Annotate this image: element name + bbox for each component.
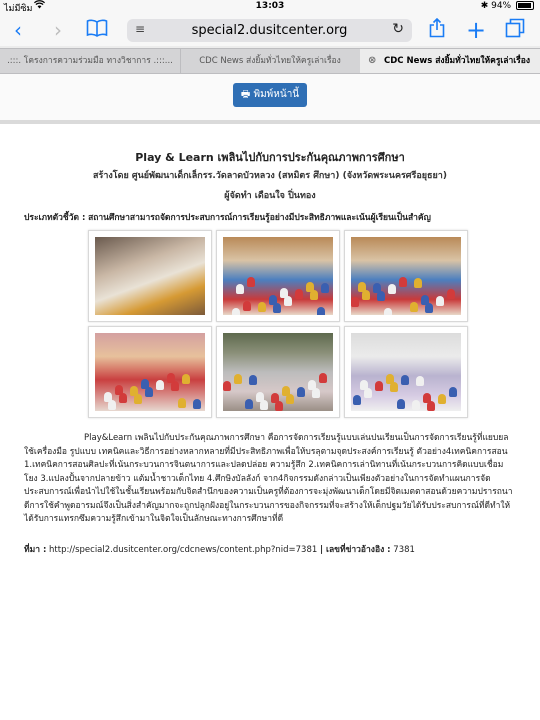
page-shadow xyxy=(0,120,540,124)
print-bar xyxy=(0,74,540,120)
tab-3-active[interactable] xyxy=(360,49,540,73)
ref-label: | เลขที่ข่าวอ้างอิง : xyxy=(319,545,391,555)
child-figure xyxy=(104,392,112,402)
child-figure xyxy=(295,289,303,299)
child-figure xyxy=(223,381,231,391)
article-author: ผู้จัดทำ เดือนใจ ปิ่นทอง xyxy=(224,191,316,201)
reader-view-icon[interactable]: ≡ xyxy=(135,22,146,36)
photo-1[interactable] xyxy=(88,230,212,322)
child-figure xyxy=(423,393,431,403)
battery-indicator xyxy=(481,1,534,11)
browser-toolbar xyxy=(0,14,540,46)
child-figure xyxy=(308,380,316,390)
bluetooth-icon: ✱ xyxy=(480,1,489,11)
child-figure xyxy=(353,395,361,405)
battery-icon xyxy=(516,1,534,10)
photo-image xyxy=(351,237,461,315)
print-button[interactable] xyxy=(233,83,307,107)
child-figure xyxy=(258,302,266,312)
child-figure xyxy=(399,277,407,287)
close-tab-icon[interactable]: ⊗ xyxy=(368,55,377,66)
photo-3[interactable] xyxy=(344,230,468,322)
address-bar[interactable] xyxy=(127,19,412,42)
child-figure xyxy=(247,277,255,287)
tab-2[interactable] xyxy=(180,49,361,73)
source-url[interactable]: http://special2.dusitcenter.org/cdcnews/content.php?nid=7381 xyxy=(49,545,318,555)
child-figure xyxy=(386,374,394,384)
battery-percent: 94% xyxy=(491,1,512,11)
child-figure xyxy=(256,392,264,402)
status-bar xyxy=(0,0,540,14)
child-figure xyxy=(319,373,327,383)
photo-6[interactable] xyxy=(344,326,468,418)
child-figure xyxy=(234,374,242,384)
article-source xyxy=(24,542,415,556)
tab-strip xyxy=(0,48,540,74)
child-figure xyxy=(351,297,359,307)
child-figure xyxy=(436,296,444,306)
child-figure xyxy=(384,308,392,315)
back-icon[interactable]: ‹ xyxy=(14,18,22,42)
article-title: Play & Learn เพลินไปกับการประกันคุณภาพการศึกษา xyxy=(135,151,405,164)
child-figure xyxy=(306,282,314,292)
child-figure xyxy=(416,376,424,386)
child-figure xyxy=(410,302,418,312)
child-figure xyxy=(414,278,422,288)
reload-icon[interactable]: ↻ xyxy=(392,21,404,37)
child-figure xyxy=(280,288,288,298)
child-figure xyxy=(397,399,405,409)
photo-image xyxy=(95,237,205,315)
child-figure xyxy=(182,374,190,384)
child-figure xyxy=(236,284,244,294)
child-figure xyxy=(447,289,455,299)
child-figure xyxy=(282,386,290,396)
child-figure xyxy=(358,282,366,292)
child-figure xyxy=(321,283,329,293)
share-icon[interactable] xyxy=(429,18,445,43)
child-figure xyxy=(438,394,446,404)
print-button-label: พิมพ์หน้านี้ xyxy=(253,89,300,100)
ref-value: 7381 xyxy=(393,545,415,555)
tab-label: CDC News ส่งยิ้มทั่วไทยให้ครูเล่าเรื่อง xyxy=(199,56,341,66)
child-figure xyxy=(388,284,396,294)
new-tab-icon[interactable]: + xyxy=(466,16,487,44)
article-page xyxy=(0,120,540,720)
article-body-text: Play&Learn เพลินไปกับประกันคุณภาพการศึกษา คือการจัดการเรียนรู้แบบเล่นปนเรียนเป็นการจัดการเรียนรู้ที่แยบยลใช้เครื่องมือ รูปแบบ เทคนิคและวิธีการอย่างหลากหลายที่มีประสิทธิภาพเพื่อให้บรลุตามจุดประสงค์การเรียนรู้ ตัวอย่าง4เทคนิคการสอน 1.เทคนิคการสอนศิลปะที่เน้นกระบวนการจินตนาการและปลดปล่อย ความรู้สึก 2.เทคนิคการเล่านิทานที่เน้นกระบวนการคิดแบบเชื่อมโยง 3.แปลงปั้นจากปลายข้าว แต้มน้ำชาวเด็กไทย 4.ศึกษิงบัลลังก์ จาก4กิจกรรมดังกล่าวเป็นเพียงตัวอย่างในการจัดทำแผนการจัดประสบการณ์เพื่อนำไปใช้ในชั้นเรียนพร้อมกับจิตสำนึกของความเป็นครูที่ต้องการจะมุ่งพัฒนาเด็กโดยมีจิตเมตตาสอนด้วยความปรารถนาดีการใช้คำพูดอารมณ์จึงเป็นสิ่งสำคัญมากจะถูกปลูกฝังอยู่ในกระบวนการของกิจกรรมที่จะสร้างให้เด็กปฐมวัยได้รับประสบการณ์ที่ดีทำให้ได้รับการแทรกซึมความรู้สึกเข้ามาในจิตใจเป็นลักษณะทางการศึกษาที่ดี xyxy=(24,433,513,524)
child-figure xyxy=(249,375,257,385)
child-figure xyxy=(297,387,305,397)
child-figure xyxy=(269,295,277,305)
article-creator: สร้างโดย ศูนย์พัฒนาเด็กเล็กรร.วัดลาดบัวหลวง (สหมิตร ศึกษา) (จังหวัดพระนครศรีอยุธยา) xyxy=(93,171,447,181)
bookmarks-icon[interactable] xyxy=(86,18,108,42)
article-category xyxy=(24,210,431,224)
clock: 13:03 xyxy=(255,1,285,11)
printer-icon: 🖶 xyxy=(240,89,251,100)
child-figure xyxy=(317,307,325,315)
child-figure xyxy=(373,283,381,293)
photo-image xyxy=(95,333,205,411)
child-figure xyxy=(232,308,240,315)
photo-image xyxy=(351,333,461,411)
child-figure xyxy=(421,295,429,305)
child-figure xyxy=(375,381,383,391)
tab-label: .:::. โครงการความร่วมมือ ทางวิชาการ .:::... xyxy=(7,56,173,66)
child-figure xyxy=(130,386,138,396)
child-figure xyxy=(271,393,279,403)
child-figure xyxy=(193,399,201,409)
category-value: สถานศึกษาสามารถจัดการประสบการณ์การเรียนรู้อย่างมีประสิทธิภาพและเน้นผู้เรียนเป็นสำคัญ xyxy=(88,213,431,223)
url-text[interactable]: special2.dusitcenter.org xyxy=(191,23,348,38)
child-figure xyxy=(243,301,251,311)
tab-label: CDC News ส่งยิ้มทั่วไทยให้ครูเล่าเรื่อง xyxy=(383,56,530,66)
child-figure xyxy=(141,379,149,389)
article-body xyxy=(24,432,516,527)
source-label: ที่มา : xyxy=(24,545,47,555)
photo-4[interactable] xyxy=(88,326,212,418)
battery-fill xyxy=(518,3,531,8)
category-label: ประเภทตัวชี้วัด : xyxy=(24,213,86,223)
child-figure xyxy=(449,387,457,397)
photo-5[interactable] xyxy=(216,326,340,418)
photo-image xyxy=(223,333,333,411)
child-figure xyxy=(245,399,253,409)
photo-2[interactable] xyxy=(216,230,340,322)
tabs-overview-icon[interactable] xyxy=(505,18,525,43)
child-figure xyxy=(115,385,123,395)
tab-1[interactable] xyxy=(0,49,181,73)
child-figure xyxy=(156,380,164,390)
child-figure xyxy=(178,398,186,408)
child-figure xyxy=(167,373,175,383)
carrier-label: ไม่มีซิม xyxy=(4,4,33,14)
child-figure xyxy=(401,375,409,385)
forward-icon[interactable]: › xyxy=(54,18,62,42)
photo-image xyxy=(223,237,333,315)
child-figure xyxy=(412,400,420,410)
child-figure xyxy=(360,380,368,390)
